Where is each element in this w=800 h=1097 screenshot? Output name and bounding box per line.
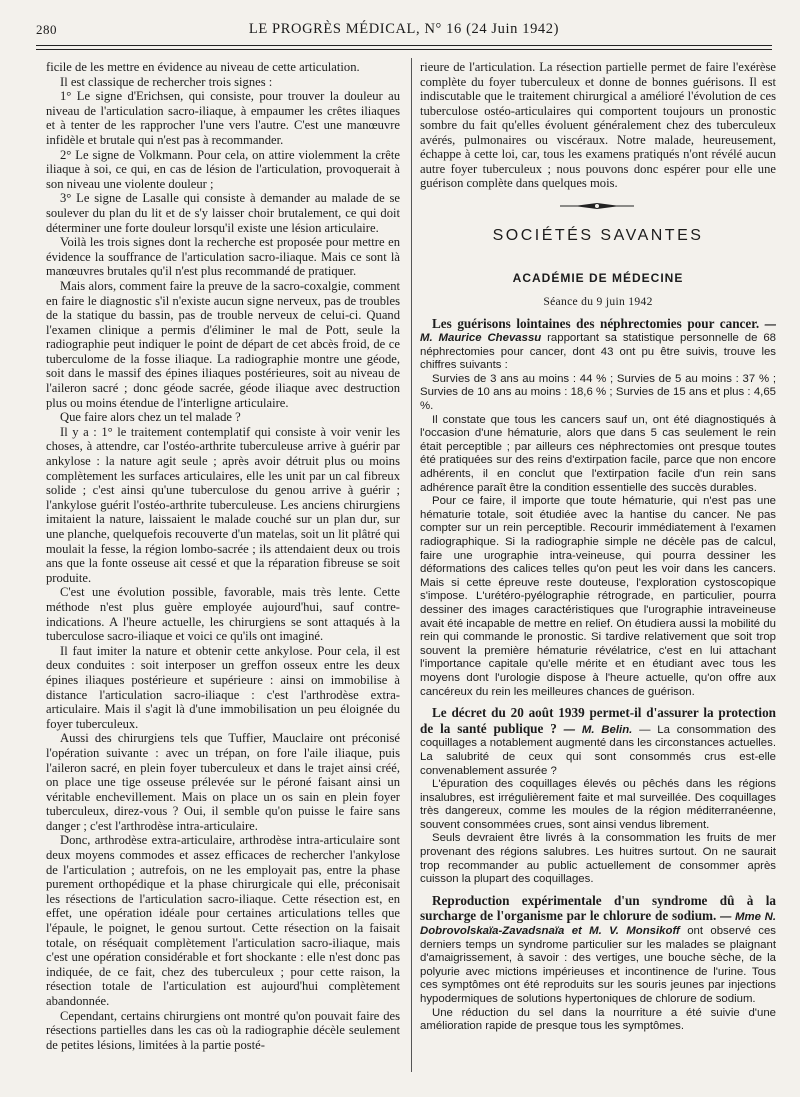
section-ornament <box>420 191 776 221</box>
paragraph: rieure de l'articulation. La résection partielle permet de faire l'exérèse complète du foyer tuberculeux et donne de bonnes guérisons. Il est indiscutable que le traitement chirurgical a amélioré l'évolution de ces tuberculose ostéo-articulaires qui comportent toujours un pronostic sombre du fait qu'elles évoluent généralement chez des tuberculeux avérés, pulmonaires ou viscéraux. Notre malade, heureusement, échappe à cette loi, car, tous les examens pratiqués n'ont révélé aucun autre foyer tuberculeux ; nous pouvons donc espérer pour elle une guérison complète dans quelques mois. <box>420 60 776 190</box>
article-author: — M. Maurice Chevassu <box>420 318 776 345</box>
paragraph: Donc, arthrodèse extra-articulaire, arthrodèse intra-articulaire sont deux moyens commodes et assez efficaces de rechercher l'ankylose de l'articulation ; autrefois, on ne les employait pas, entre la phase purement orthopédique et la phase chirurgicale qui elle, préconisait les résections de l'articulation sacro-iliaque. Cette résection est, en effet, une opération idéale pour certaines articulations telles que l'épaule, le poignet, le genou surtout. Cette résection on la faisait totale, on réséquait complètement l'articulation sacro-iliaque, mais c'est une opération considérable et fort shockante : elle n'est donc pas indiquée, de ce fait, chez des tuberculeux ; pour cette raison, la résection totale de l'articulation est aujourd'hui complètement abandonnée. <box>46 833 400 1008</box>
paragraph: Il y a : 1° le traitement contemplatif qui consiste à voir venir les choses, à attendre, car l'ostéo-arthrite tuberculeuse arrive à guérir par ankylose : la nature agit seule ; après avoir détruit plus ou moins complètement les surfaces articulaires, elle les unit par un cal fibreux solide ; c'est ainsi qu'une tuberculose du genou arrive à guérir ; l'ankylose guérit l'ostéo-arthrite tuberculeuse. Les anciens chirurgiens imitaient la nature, laissaient le malade couché sur un plan dur, sur une planche, quelquefois recouverte d'un matelas, soit un lit plâtré qui moulait la fesse, la région lombo-sacrée ; ils attendaient deux ou trois ans que la fonte osseuse ait cessé et que la réparation fibreuse se soit produite. <box>46 424 400 585</box>
paragraph: Il constate que tous les cancers sauf un, ont été diagnostiqués à l'occasion d'une hématurie, alors que dans 5 cas seulement le rein était perceptible ; par ailleurs ces néphrectomies ont presque toutes été pratiquées sur des reins d'extirpation facile, parce que non encore adhérents, il en conclut que l'extirpation facile d'un rein sans adhérence paraît être la condition essentielle des succès durables. <box>420 413 776 494</box>
article <box>420 706 776 887</box>
article-lead: — La consommation des coquillages a notablement augmenté dans les circonstances actuelles. La salubrité de ceux qui sont consommés crus est-elle convenablement assurée ? <box>420 723 776 777</box>
paragraph: C'est une évolution possible, favorable, mais très lente. Cette méthode n'est plus guère employée aujourd'hui, sauf contre-indications. A l'heure actuelle, les chirurgiens se sont attaqués à la tuberculose sacro-iliaque et voici ce qu'ils ont imaginé. <box>46 585 400 644</box>
paragraph: Que faire alors chez un tel malade ? <box>60 410 241 425</box>
paragraph: Mais alors, comment faire la preuve de la sacro-coxalgie, comment en faire le diagnostic s'il n'existe aucun signe nerveux, pas de troubles de la statique du bassin, pas de trouble nerveux de celui-ci. Quand l'examen clinique a permis d'éliminer le mal de Pott, seule la radiographie peut indiquer le point de départ de cet abcès froid, de ce tuberculome de la fosse iliaque. La radiographie montre une géode, soit dans le massif des épines iliaques postérieures, soit au niveau de l'aileron sacré ; donc géode sacrée, géode iliaque avec destruction plus ou moins étendue de l'interligne articulaire. <box>46 278 400 410</box>
journal-title: LE PROGRÈS MÉDICAL, N° 16 (24 Juin 1942) <box>248 21 560 37</box>
paragraph: Il est classique de rechercher trois signes : <box>60 74 273 89</box>
paragraph: 2° Le signe de Volkmann. Pour cela, on attire violemment la crête iliaque à soi, ce qui, en cas de lésion de l'articulation, provoquerait à son niveau une violente douleur ; <box>46 147 400 191</box>
paragraph: Cependant, certains chirurgiens ont montré qu'on pouvait faire des résections partielles dans les cas où la radiographie décèle seulement de petites lésions, limitées à la partie posté- <box>46 1008 400 1052</box>
paragraph: Aussi des chirurgiens tels que Tuffier, Mauclaire ont préconisé l'opération suivante : avec un trépan, on fore l'aile iliaque, puis l'aileron sacré, en plein foyer tuberculeux et dans le trajet ainsi créé, on place une tige osseuse prélevée sur le péroné faisant ainsi un véritable enchevillement. Mais on place un os sain en plein foyer tuberculeux, direz-vous ? Oui, il semble qu'on puisse le faire sans danger ; c'est l'arthrodèse intra-articulaire. <box>46 731 400 833</box>
article <box>420 317 776 700</box>
paragraph: Voilà les trois signes dont la recherche est proposée pour mettre en évidence la souffrance de l'articulation sacro-iliaque. Mais ce sont là manœuvres brutales qu'il n'est plus recommandé de pratiquer. <box>46 235 400 279</box>
header-rule-thin <box>36 49 772 50</box>
right-column <box>420 60 776 1080</box>
column-divider <box>411 58 412 1072</box>
section-title: SOCIÉTÉS SAVANTES <box>492 226 704 244</box>
article-author: — Mme N. Dobrovolskaïa-Zavadsnaïa et M. V. Monsikoff <box>420 911 776 938</box>
article-author: — M. Belin. <box>556 723 633 736</box>
left-column <box>46 60 400 1075</box>
paragraph: Pour ce faire, il importe que toute hématurie, qui n'est pas une hématurie totale, soit étudiée avec la hantise du cancer. Ne pas compter sur un rein perceptible. Recourir immédiatement à l'examen radiographique. Si la radiographie simple ne décèle pas de calcul, faire une urographie intra-veineuse, qui pourra dessiner les déformations des calices telles qu'on peut les voir dans les cancers. Mais si cette épreuve reste douteuse, l'exploration cystoscopique s'impose. L'urétéro-pyélographie rétrograde, en particulier, pourra dessiner des images caractéristiques que l'urographie intraveineuse avait été incapable de mettre en relief. On étudiera aussi la mobilité du rein qui commande le pronostic. Si tardive relativement que soit trop souvent la première hématurie révélatrice, c'est en lui attachant l'importance capitale qu'elle mérite et en étudiant avec tous les moyens dont l'urologie dispose à l'heure actuelle, qu'on offre aux cancéreux du rein les meilleures chances de guérison. <box>420 495 776 698</box>
paragraph: 3° Le signe de Lasalle qui consiste à demander au malade de se soulever du plan du lit et de s'y laisser choir brutalement, ce qui doit déterminer une forte douleur lorsqu'il existe une lésion articulaire. <box>46 191 400 235</box>
paragraph: Une réduction du sel dans la nourriture a été suivie d'une amélioration rapide de presque tous les symptômes. <box>420 1006 776 1033</box>
page-number: 280 <box>36 22 57 37</box>
article-title: Reproduction expérimentale d'un syndrome dû à la surcharge de l'organisme par le chlorure de sodium. <box>420 892 776 924</box>
session-date: Séance du 9 juin 1942 <box>543 294 653 308</box>
ornament-divider-icon <box>560 201 634 211</box>
paragraph: Seuls devraient être livrés à la consommation les fruits de mer provenant des régions salubres. Les huitres surtout. On ne saurait trop recommander au public actuellement de consommer après cuisson la plupart des coquillages. <box>420 832 776 886</box>
society-heading: ACADÉMIE DE MÉDECINE <box>512 270 684 285</box>
paragraph: Il faut imiter la nature et obtenir cette ankylose. Pour cela, il est deux conduites : soit interposer un greffon osseux entre les deux épines iliaques postérieure et supérieure : ainsi on immobilise à distance l'articulation sacro-iliaque : c'est l'arthrodèse extra-articulaire. Mais il s'agit là d'une immobilisation un peu éloignée du foyer tuberculeux. <box>46 643 400 731</box>
paragraph: ficile de les mettre en évidence au niveau de cette articulation. <box>46 60 360 74</box>
article-lead: rapportant sa statistique personnelle de 68 néphrectomies pour cancer, dont 43 ont pu être suivis, trouve les chiffres suivants : <box>420 332 776 372</box>
article-lead: ont observé ces derniers temps un syndrome particulier sur les malades se plaignant d'amaigrissement, à savoir : des vertiges, une bouche sèche, de la polyurie avec mictions impérieuses et incontinence de l'urine. Tous ces symptômes ont été reproduits sur les souris jeunes par injections hypodermiques de solutions hypertoniques de chlorure de sodium. <box>420 925 776 1005</box>
paragraph: Survies de 3 ans au moins : 44 % ; Survies de 5 au moins : 37 % ; Survies de 10 ans au moins : 18,6 % ; Survies de 15 ans et plus : 4,65 %. <box>420 372 776 413</box>
article-title: Le décret du 20 août 1939 permet-il d'assurer la protection de la santé publique ? <box>420 705 776 736</box>
article-title: Les guérisons lointaines des néphrectomies pour cancer. <box>432 315 760 331</box>
paragraph: 1° Le signe d'Erichsen, qui consiste, pour trouver la douleur au niveau de l'articulation sacro-iliaque, à empaumer les crêtes iliaques et à tenter de les rapprocher l'une vers l'autre. C'est une manœuvre infidèle et brutale qui n'est pas à recommander. <box>46 89 400 147</box>
page-header <box>36 20 772 42</box>
article <box>420 894 776 1034</box>
paragraph: L'épuration des coquillages élevés ou pêchés dans les régions insalubres, est irrégulièrement faite et mal surveillée. Des coquillages très dangereux, comme les moules de la région méditerranéenne, souvent consommées crues, sont ainsi vendus librement. <box>420 778 776 831</box>
header-rule <box>36 45 772 46</box>
